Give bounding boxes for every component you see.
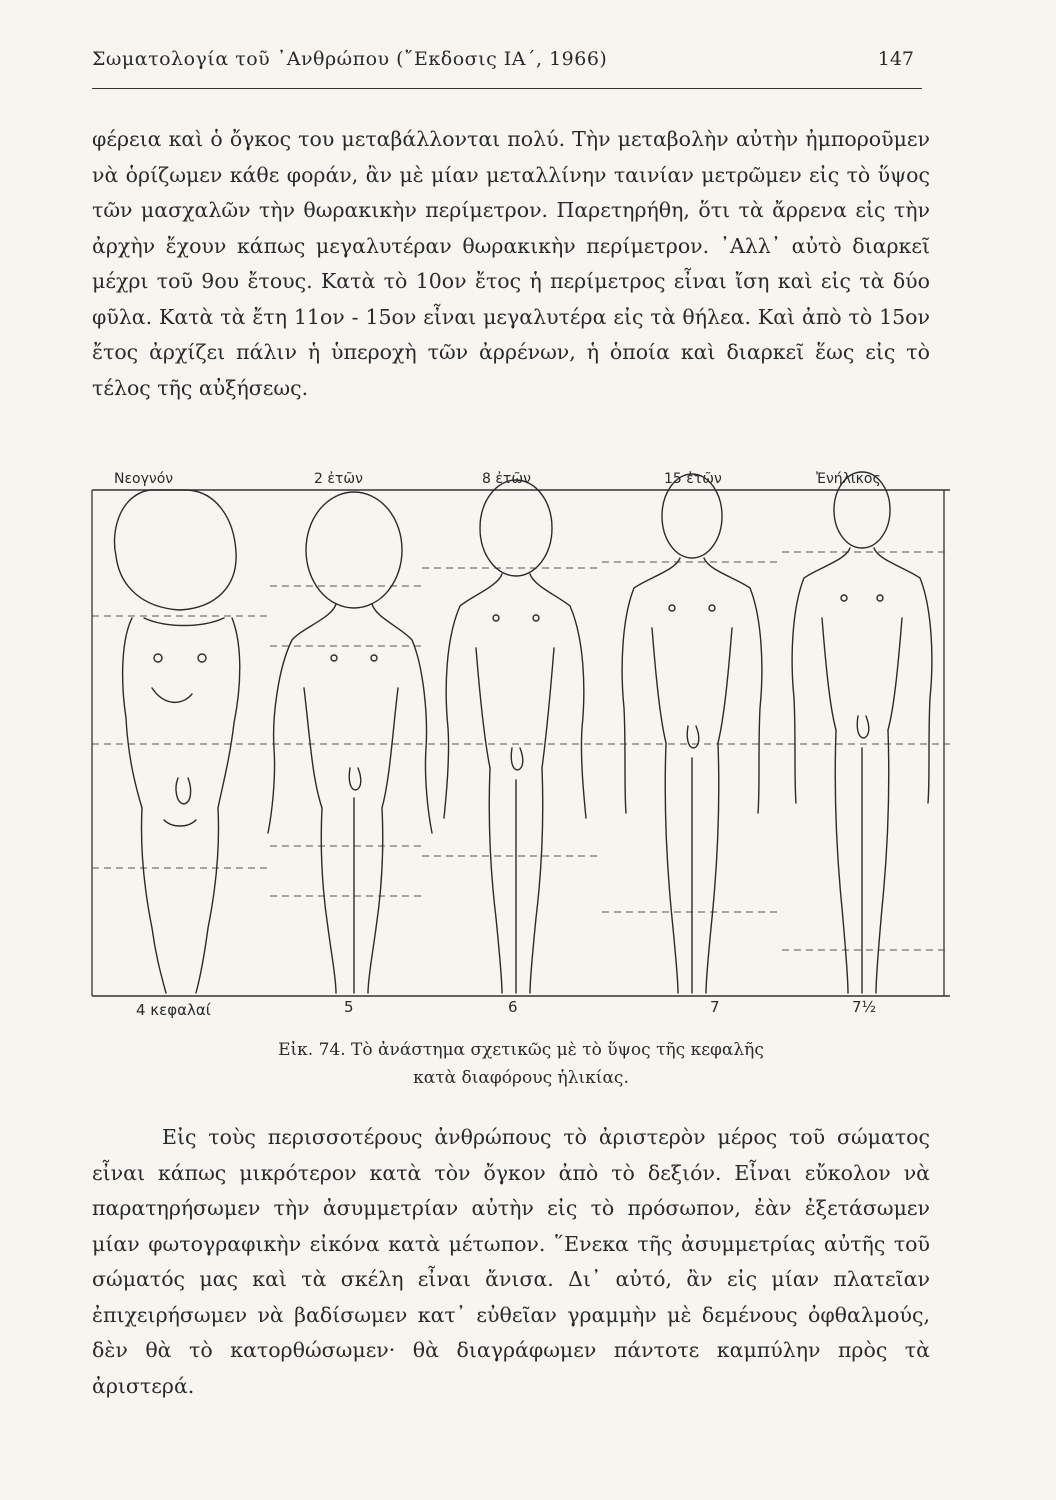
head-count-15-years: 7 [710, 998, 720, 1016]
label-15-years: 15 ἐτῶν [664, 471, 722, 487]
label-newborn: Νεογνόν [114, 471, 174, 487]
figure-adult [792, 472, 932, 993]
head-count-8-years: 6 [508, 998, 518, 1016]
label-2-years: 2 ἐτῶν [314, 471, 363, 487]
figure-74 [92, 468, 950, 1028]
running-header [92, 48, 922, 89]
page-number: 147 [877, 48, 914, 70]
label-adult: Ἐνήλικος [816, 471, 881, 487]
head-count-2-years: 5 [344, 998, 354, 1016]
figure-8-years [444, 480, 586, 993]
paragraph-chest-circumference: φέρεια καὶ ὁ ὄγκος του μεταβάλλονται πολύ. Τὴν μεταβολὴν αὐτὴν ἠμποροῦμεν νὰ ὁρίζωμεν κάθε φοράν, ἂν μὲ μίαν μεταλλίνην ταινίαν μετρῶμεν εἰς τὸ ὕψος τῶν μασχαλῶν τὴν θωρακικὴν περίμετρον. Παρετηρήθη, ὅτι τὰ ἄρρενα εἰς τὴν ἀρχὴν ἔχουν κάπως μεγαλυτέραν θωρακικὴν περίμετρον. ᾿Αλλ᾿ αὐτὸ διαρκεῖ μέχρι τοῦ 9ου ἔτους. Κατὰ τὸ 10ον ἔτος ἡ περίμετρος εἶναι ἴση καὶ εἰς τὰ δύο φῦλα. Κατὰ τὰ ἔτη 11ον - 15ον εἶναι μεγαλυτέρα εἰς τὰ θήλεα. Καὶ ἀπὸ τὸ 15ον ἔτος ἀρχίζει πάλιν ἡ ὑπεροχὴ τῶν ἀρρένων, ἡ ὁποία καὶ διαρκεῖ ἕως εἰς τὸ τέλος τῆς αὐξήσεως. [92, 127, 930, 400]
figure-caption-line1: Εἰκ. 74. Τὸ ἀνάστημα σχετικῶς μὲ τὸ ὕψος τῆς κεφαλῆς [278, 1040, 764, 1060]
paragraph-asymmetry: Εἰς τοὺς περισσοτέρους ἀνθρώπους τὸ ἀριστερὸν μέρος τοῦ σώματος εἶναι κάπως μικρότερον κατὰ τὸν ὄγκον ἀπὸ τὸ δεξιόν. Εἶναι εὔκολον νὰ παρατηρήσωμεν τὴν ἀσυμμετρίαν αὐτὴν εἰς τὸ πρόσωπον, ἐὰν ἐξετάσωμεν μίαν φωτογραφικὴν εἰκόνα κατὰ μέτωπον. ῞Ενεκα τῆς ἀσυμμετρίας αὐτῆς τοῦ σώματός μας καὶ τὰ σκέλη εἶναι ἄνισα. Δι᾿ αὐτό, ἂν εἰς μίαν πλατεῖαν ἐπιχειρήσωμεν νὰ βαδίσωμεν κατ᾿ εὐθεῖαν γραμμὴν μὲ δεμένους ὀφθαλμούς, δὲν θὰ τὸ κατορθώσωμεν· θὰ διαγράφωμεν πάντοτε καμπύλην πρὸς τὰ ἀριστερά. [92, 1125, 930, 1398]
book-title: Σωματολογία τοῦ ᾿Ανθρώπου (῎Εκδοσις ΙΑ΄, 1966) [92, 48, 608, 70]
figure-15-years [622, 474, 762, 993]
figure-caption-line2: κατὰ διαφόρους ἡλικίας. [413, 1068, 629, 1088]
figure-newborn [114, 490, 239, 993]
figure-2-years [268, 492, 432, 993]
head-count-adult: 7½ [852, 998, 877, 1016]
head-count-newborn: 4 κεφαλαί [136, 1001, 211, 1019]
label-8-years: 8 ἐτῶν [482, 471, 531, 487]
body-proportions-illustration [92, 468, 950, 1028]
